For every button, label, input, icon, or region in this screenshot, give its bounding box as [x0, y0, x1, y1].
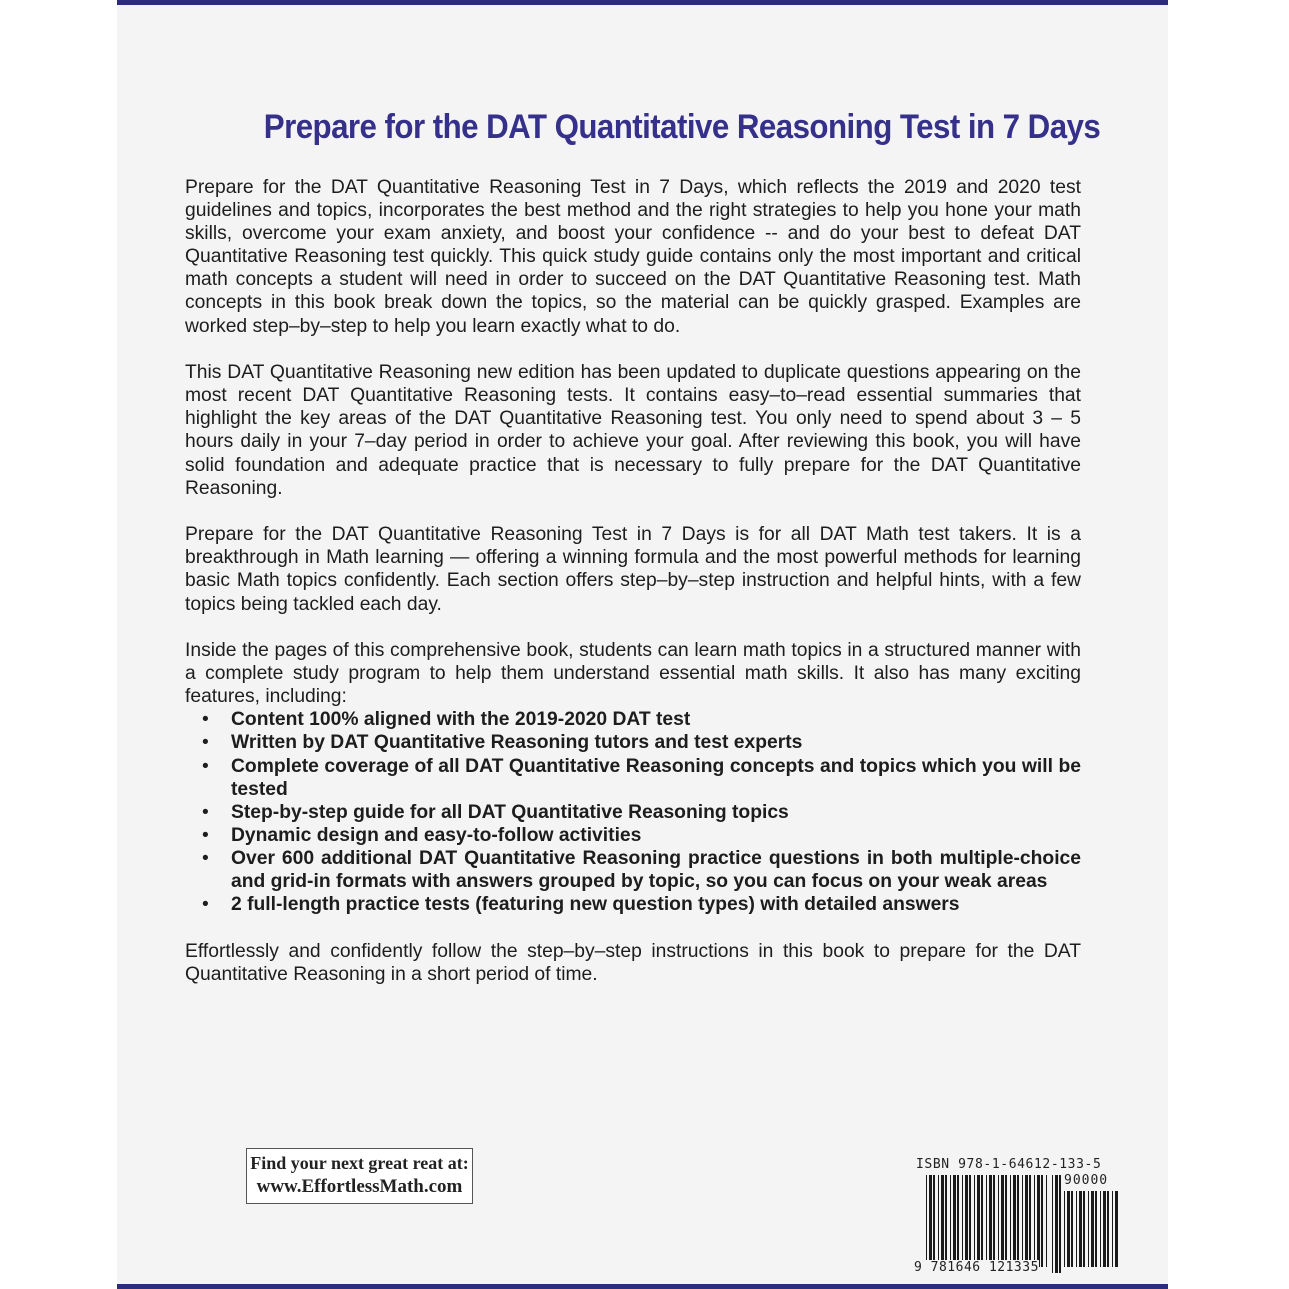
- list-item: [185, 801, 1081, 824]
- description-body: [185, 176, 1081, 1009]
- barcode-bar: [1046, 1175, 1047, 1267]
- list-item: [185, 893, 1081, 916]
- promo-line-1: Find your next great reat at:: [250, 1153, 469, 1173]
- barcode-bar: [1001, 1175, 1004, 1267]
- barcode-block: [914, 1157, 1126, 1279]
- top-rule: [117, 0, 1168, 5]
- barcode-bar: [938, 1175, 939, 1267]
- bullet-icon: •: [202, 732, 209, 754]
- barcode-bar: [986, 1175, 987, 1267]
- bullet-icon: •: [202, 847, 209, 869]
- barcode-bar: [929, 1175, 932, 1267]
- bullet-icon: •: [202, 755, 209, 777]
- barcode-bar: [1071, 1191, 1073, 1267]
- barcode-bar: [965, 1175, 968, 1267]
- closing-paragraph: Effortlessly and confidently follow the step–by–step instructions in this book to prepare for the DAT Quantitative Reasoning in a short period of time.: [185, 940, 1081, 985]
- barcode-bar: [998, 1175, 999, 1267]
- barcode-bar: [1029, 1175, 1031, 1267]
- barcode-bar: [953, 1175, 956, 1267]
- bullet-icon: •: [202, 801, 209, 823]
- barcode-bar: [993, 1175, 995, 1267]
- barcode-bar: [1079, 1191, 1082, 1267]
- list-item: [185, 755, 1081, 801]
- barcode-bar: [933, 1175, 935, 1267]
- list-item: [185, 847, 1081, 893]
- barcode-bar: [941, 1175, 944, 1267]
- feature-text: Content 100% aligned with the 2019-2020 DAT test: [231, 709, 691, 731]
- list-item: [185, 708, 1081, 731]
- bullet-icon: •: [202, 824, 209, 846]
- features-list: [185, 708, 1081, 916]
- price-code: 90000: [1064, 1173, 1109, 1188]
- barcode-bar: [1037, 1175, 1040, 1267]
- paragraph-2: This DAT Quantitative Reasoning new edition has been updated to duplicate questions appearing on the most recent DAT Quantitative Reasoning tests. It contains easy–to–read essential summaries that highlight the key areas of the DAT Quantitative Reasoning test. You only need to spend about 3 – 5 hours daily in your 7–day period in order to achieve your goal. After reviewing this book, you will have solid foundation and adequate practice that is necessary to fully prepare for the DAT Quantitative Reasoning.: [185, 362, 1081, 499]
- barcode-bar: [1055, 1175, 1058, 1273]
- feature-text: Written by DAT Quantitative Reasoning tutors and test experts: [231, 732, 803, 754]
- barcode-bar: [962, 1175, 963, 1267]
- barcode-bar: [1103, 1191, 1106, 1267]
- barcode-bar: [1083, 1191, 1085, 1267]
- paragraph-4: Inside the pages of this comprehensive book, students can learn math topics in a structured manner with a complete study program to help them understand essential math skills. It also has many exciting features, including:: [185, 640, 1081, 708]
- barcode-bar: [989, 1175, 992, 1267]
- feature-text: Complete coverage of all DAT Quantitative Reasoning concepts and topics which you will be tested: [231, 755, 1081, 800]
- barcode-bar: [1115, 1191, 1118, 1267]
- barcode-bar: [977, 1175, 980, 1267]
- barcode-bar: [945, 1175, 947, 1267]
- barcode-bar: [1095, 1191, 1097, 1267]
- isbn-label: ISBN 978-1-64612-133-5: [916, 1157, 1102, 1172]
- barcode-bar: [1010, 1175, 1011, 1267]
- barcode-bar: [1091, 1191, 1094, 1267]
- barcode-bar: [981, 1175, 983, 1267]
- promo-website: www.EffortlessMath.com: [256, 1176, 463, 1197]
- barcode-bar: [926, 1175, 927, 1267]
- barcode-bar: [1005, 1175, 1007, 1267]
- barcode-bar: [1064, 1191, 1065, 1267]
- list-item: [185, 731, 1081, 754]
- ean-number: 9 781646 121335: [914, 1260, 1039, 1275]
- barcode-bar: [1059, 1175, 1061, 1273]
- feature-text: Over 600 additional DAT Quantitative Reasoning practice questions in both multiple-choice and grid-in formats with answers grouped by topic, so you can focus on your weak areas: [231, 847, 1081, 893]
- list-item: [185, 824, 1081, 847]
- barcode-bar: [1013, 1175, 1016, 1267]
- barcode-bar: [950, 1175, 951, 1267]
- paragraph-3: Prepare for the DAT Quantitative Reasoning Test in 7 Days is for all DAT Math test takers. It is a breakthrough in Math learning — offering a winning formula and the most powerful methods for learning basic Math topics confidently. Each section offers step–by–step instruction and helpful hints, with a few topics being tackled each day.: [185, 524, 1081, 615]
- barcode-bar: [969, 1175, 971, 1267]
- bullet-icon: •: [202, 709, 209, 731]
- barcode-bar: [1076, 1191, 1077, 1267]
- feature-text: 2 full-length practice tests (featuring new question types) with detailed answers: [231, 894, 960, 916]
- barcode-bar: [1041, 1175, 1043, 1267]
- barcode-bar: [1034, 1175, 1035, 1267]
- barcode-bar: [974, 1175, 975, 1267]
- barcode-bar: [1067, 1191, 1070, 1267]
- barcode-bar: [1107, 1191, 1109, 1267]
- barcode-bar: [957, 1175, 959, 1267]
- barcode-bar: [1022, 1175, 1023, 1267]
- barcode-bar: [1017, 1175, 1019, 1267]
- paragraph-1: Prepare for the DAT Quantitative Reasoning Test in 7 Days, which reflects the 2019 and 2020 test guidelines and topics, incorporates the best method and the right strategies to help you hone your math skills, overcome your exam anxiety, and boost your confidence -- and do your best to defeat DAT Quantitative Reasoning test quickly. This quick study guide contains only the most important and critical math concepts a student will need in order to succeed on the DAT Quantitative Reasoning test. Math concepts in this book break down the topics, so the material can be quickly grasped. Examples are worked step–by–step to help you learn exactly what to do.: [185, 177, 1081, 337]
- bottom-rule: [117, 1284, 1168, 1289]
- barcode-bar: [1052, 1175, 1053, 1273]
- feature-text: Dynamic design and easy-to-follow activities: [231, 824, 642, 846]
- barcode-bar: [1112, 1191, 1113, 1267]
- barcode-bar: [1088, 1191, 1089, 1267]
- page-title: Prepare for the DAT Quantitative Reasoning Test in 7 Days: [263, 108, 1101, 146]
- promo-box: [246, 1148, 473, 1204]
- barcode-bar: [1100, 1191, 1101, 1267]
- barcode-bar: [1025, 1175, 1028, 1267]
- feature-text: Step-by-step guide for all DAT Quantitative Reasoning topics: [231, 801, 789, 823]
- bullet-icon: •: [202, 894, 209, 916]
